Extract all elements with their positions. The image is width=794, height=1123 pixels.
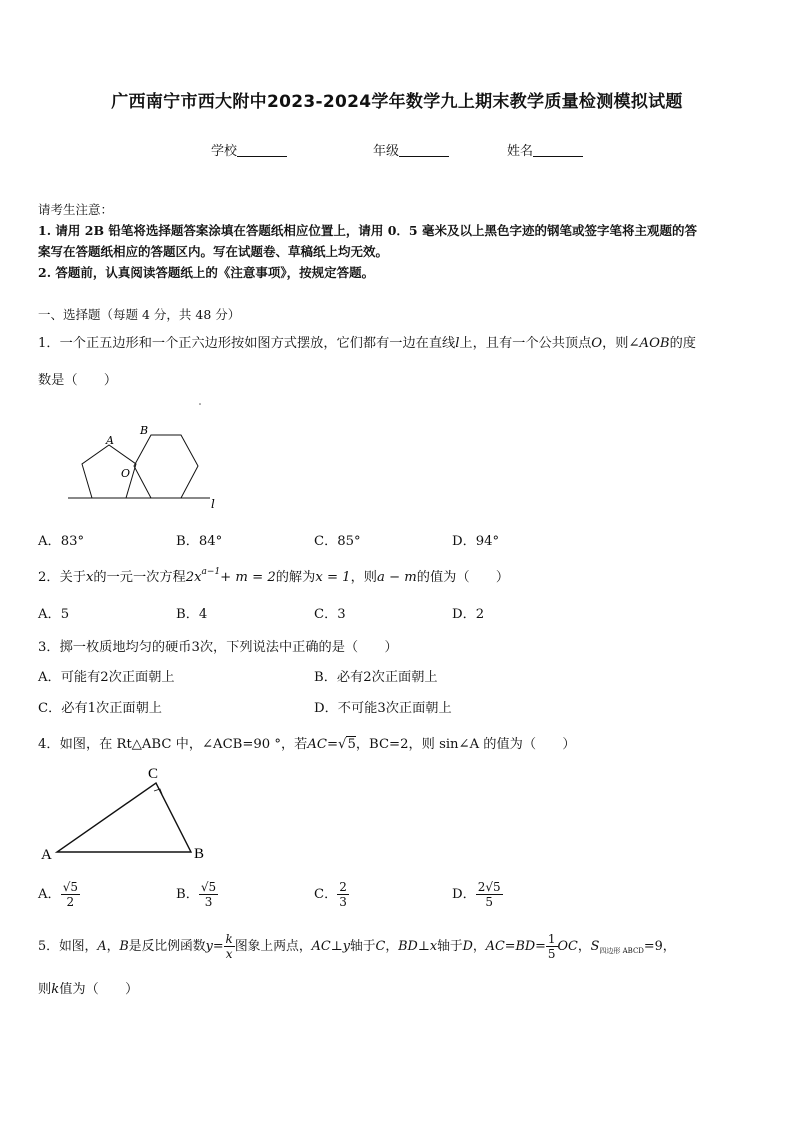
- grade-field: [373, 140, 449, 159]
- q5-var: C: [375, 939, 386, 954]
- q4-option-b-label: B．: [176, 887, 199, 902]
- label-B: B: [140, 424, 149, 437]
- q4-option-a-label: A．: [38, 887, 61, 902]
- notice-line-1b: 案写在答题纸相应的答题区内。写在试题卷、草稿纸上均无效。: [38, 244, 389, 259]
- q5-subscript: 四边形 ABCD: [599, 947, 644, 955]
- q5-text: ，: [106, 939, 120, 954]
- q5-fraction-1-5: [546, 932, 558, 961]
- q1-option-a: A．83°: [38, 534, 85, 549]
- school-field: [211, 140, 287, 159]
- numerator: 2: [339, 880, 347, 894]
- q2-equation-rest: + m = 2: [220, 570, 276, 585]
- q4-text: ，BC=2，则 sin∠A 的值为（ ）: [355, 737, 576, 752]
- name-field: [507, 140, 583, 159]
- q4-option-b-fraction: [199, 880, 218, 909]
- q5-text: AC=BD=: [485, 939, 546, 954]
- q4-option-b: [176, 880, 218, 909]
- q5-text: 图象上两点，: [234, 939, 312, 954]
- q4-stem: 4．如图，在 Rt△ABC 中，∠ACB=90 °，若AC=√5，BC=2，则 sin∠A 的值为（ ）: [38, 737, 576, 752]
- q3-option-d: D．不可能3次正面朝上: [314, 701, 452, 716]
- q1-text: 1．一个正五边形和一个正六边形按如图方式摆放，它们都有一边在直线: [38, 336, 456, 351]
- q2-stem: [38, 566, 509, 585]
- q2-text: 的一元一次方程: [93, 570, 186, 585]
- q5-text: 轴于: [437, 939, 463, 954]
- hexagon: [134, 435, 198, 498]
- q1-text: 上，且有一个公共顶点: [459, 336, 592, 351]
- q5-var: D: [462, 939, 473, 954]
- q1-var: O: [591, 336, 603, 351]
- q4-figure: [36, 762, 216, 866]
- q3-option-c: C．必有1次正面朝上: [38, 701, 162, 716]
- q2-text: 2．关于: [38, 570, 86, 585]
- label-O: O: [121, 467, 131, 480]
- q5-var: AC: [311, 939, 331, 954]
- q2-var: x: [85, 570, 94, 585]
- q4-eq: =: [326, 737, 339, 752]
- q5-var: x: [429, 939, 438, 954]
- name-label: 姓名: [507, 144, 534, 159]
- q1-text: ，则∠: [602, 336, 640, 351]
- q1-var: AOB: [639, 336, 670, 351]
- q5-var: y: [205, 939, 213, 954]
- q5-text: ，: [472, 939, 486, 954]
- denominator: 3: [339, 895, 347, 909]
- label-C: C: [148, 766, 159, 782]
- q5-text: 轴于: [349, 939, 376, 954]
- notice-line-2: 2. 答题前，认真阅读答题纸上的《注意事项》，按规定答题。: [38, 265, 375, 280]
- q5-text: ⊥: [330, 939, 343, 954]
- q2-equation-base: 2x: [185, 570, 202, 585]
- grade-blank: [399, 143, 449, 157]
- label-A: A: [41, 847, 52, 863]
- numerator: 1: [547, 932, 556, 946]
- q5-text: 是反比例函数: [128, 939, 206, 954]
- q4-text: 4．如图，在 Rt△ABC 中，∠ACB=90 °，若: [38, 737, 308, 752]
- label-A: A: [106, 434, 114, 447]
- q4-option-c: [314, 880, 349, 909]
- q5-var: S: [590, 939, 600, 954]
- triangle-abc: [57, 783, 191, 852]
- q5-text: ，: [577, 939, 591, 954]
- q5-text: 则: [38, 982, 52, 997]
- denominator: 5: [485, 895, 494, 909]
- q4-radicand: 5: [347, 737, 356, 752]
- q2-option-c: C．3: [314, 607, 346, 622]
- q4-option-d-label: D．: [452, 887, 476, 902]
- q4-ac: AC: [307, 737, 327, 752]
- label-B: B: [194, 846, 205, 862]
- numerator: 2√5: [477, 880, 501, 894]
- q2-text: 的值为（ ）: [416, 570, 510, 585]
- q1-stem-line1: [38, 332, 696, 351]
- q4-option-c-label: C．: [314, 887, 338, 902]
- q5-var: k: [51, 982, 60, 997]
- q2-option-d: D．2: [452, 607, 485, 622]
- q5-var: OC: [557, 939, 578, 954]
- q5-text: 值为（ ）: [59, 982, 139, 997]
- q2-expression: a − m: [376, 570, 417, 585]
- label-l: l: [211, 497, 215, 511]
- q4-option-a-fraction: [61, 880, 80, 909]
- q1-option-b: B．84°: [176, 534, 223, 549]
- q2-option-b: B．4: [176, 607, 208, 622]
- numerator: √5: [200, 880, 217, 894]
- q5-var: y: [342, 939, 350, 954]
- q2-solution: x = 1: [315, 570, 351, 585]
- numerator: k: [225, 932, 233, 946]
- section-heading: 一、选择题（每题 4 分，共 48 分）: [38, 307, 241, 322]
- q4-option-c-fraction: [337, 880, 349, 909]
- q3-option-b: B．必有2次正面朝上: [314, 670, 438, 685]
- name-blank: [533, 143, 583, 157]
- denominator: 3: [204, 895, 213, 909]
- q4-option-a: [38, 880, 80, 909]
- q2-option-a: A．5: [38, 607, 70, 622]
- q4-option-d: [452, 880, 503, 909]
- q2-text: 的解为: [275, 570, 316, 585]
- q5-text: =9，: [643, 939, 676, 954]
- denominator: 5: [547, 947, 556, 961]
- q5-text: 5．如图，: [38, 939, 98, 954]
- q2-text: ，则: [350, 570, 377, 585]
- q5-var: A: [97, 939, 107, 954]
- q1-var: l: [455, 336, 460, 351]
- q1-stem-line2: 数是（ ）: [38, 373, 118, 388]
- school-label: 学校: [211, 144, 238, 159]
- q3-stem: 3．掷一枚质地均匀的硬币3次，下列说法中正确的是（ ）: [38, 640, 398, 655]
- q3-option-a: A．可能有2次正面朝上: [38, 670, 175, 685]
- q1-text: 的度: [669, 336, 696, 351]
- q5-var: BD: [398, 939, 418, 954]
- q5-text: ⊥: [417, 939, 430, 954]
- numerator: √5: [62, 880, 78, 894]
- notice-heading: 请考生注意：: [38, 202, 114, 217]
- q5-stem-line2: [38, 978, 138, 997]
- grade-label: 年级: [373, 144, 400, 159]
- q4-option-d-fraction: [476, 880, 503, 909]
- q2-equation-exponent: a−1: [201, 567, 221, 577]
- q1-option-d: D．94°: [452, 534, 500, 549]
- q5-text: ，: [385, 939, 399, 954]
- notice-line-1a: 1. 请用 2B 铅笔将选择题答案涂填在答题纸相应位置上，请用 0．5 毫米及以上黑色字迹的钢笔或签字笔将主观题的答: [38, 223, 697, 238]
- school-blank: [237, 143, 287, 157]
- denominator: x: [225, 947, 233, 961]
- q5-text: =: [212, 939, 224, 954]
- q1-option-c: C．85°: [314, 534, 361, 549]
- q5-stem-line1: [38, 932, 676, 961]
- page-title: 广西南宁市西大附中2023-2024学年数学九上期末教学质量检测模拟试题: [111, 92, 683, 112]
- denominator: 2: [66, 895, 75, 909]
- q5-var: B: [119, 939, 129, 954]
- q5-fraction-k-x: [224, 932, 235, 961]
- q1-figure: [60, 398, 230, 518]
